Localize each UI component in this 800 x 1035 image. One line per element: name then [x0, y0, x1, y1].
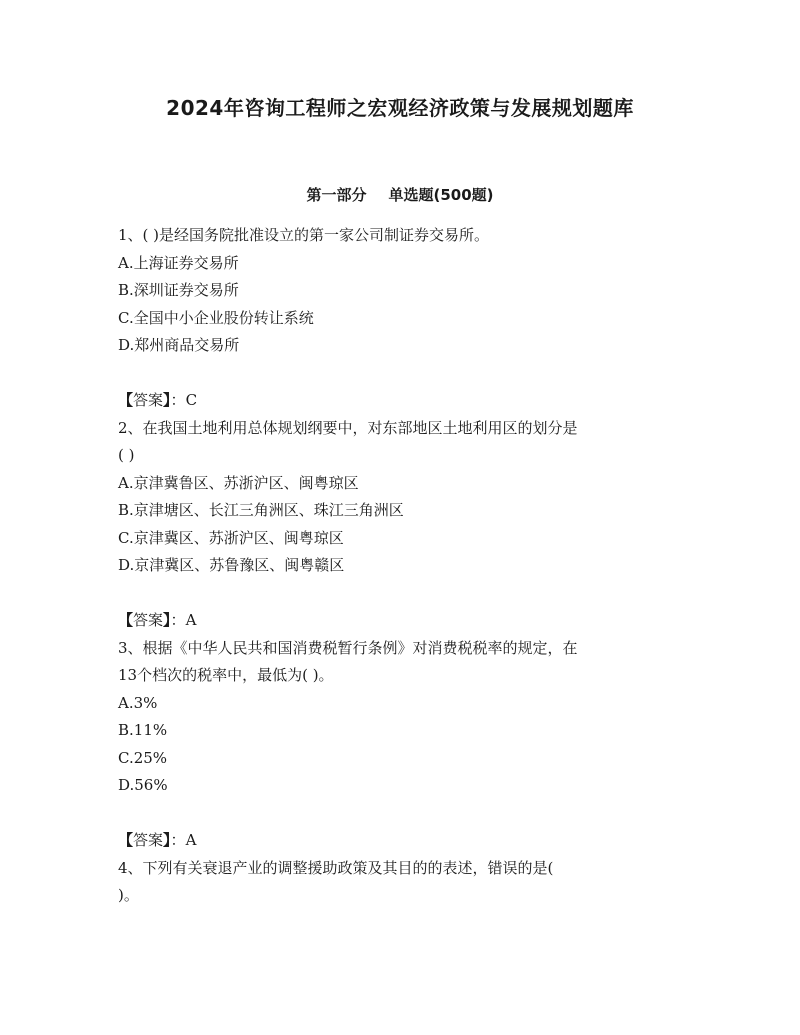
section-heading: [0, 184, 800, 205]
option-d: D.郑州商品交易所: [118, 336, 240, 354]
question-stem: 1、( )是经国务院批准设立的第一家公司制证券交易所。: [118, 226, 490, 244]
question-stem: 4、下列有关衰退产业的调整援助政策及其目的的表述，错误的是(: [118, 858, 554, 877]
option-b: B.京津塘区、长江三角洲区、珠江三角洲区: [118, 501, 404, 519]
option-a: A.3%: [118, 693, 158, 712]
answer-label: 答案: [133, 831, 164, 849]
option-a: A.京津冀鲁区、苏浙沪区、闽粤琼区: [118, 473, 359, 492]
section-part: 第一部分: [306, 186, 367, 204]
answer-line: 【答案】：C: [118, 391, 198, 409]
option-d: D.京津冀区、苏鲁豫区、闽粤赣区: [118, 556, 345, 574]
answer-value: A: [185, 831, 197, 849]
question-stem-continued: ( ): [118, 446, 135, 464]
answer-label: 答案: [133, 391, 164, 409]
question-stem: 2、在我国土地利用总体规划纲要中，对东部地区土地利用区的划分是: [118, 418, 578, 437]
option-c: C.25%: [118, 748, 168, 767]
document-title: 2024年咨询工程师之宏观经济政策与发展规划题库: [166, 96, 634, 120]
answer-line: 【答案】：A: [118, 611, 197, 629]
section-name: 单选题(500题): [388, 186, 494, 204]
option-a: A.上海证券交易所: [118, 253, 239, 272]
question-stem-continued: 13个档次的税率中，最低为( )。: [118, 666, 334, 684]
option-c: C.京津冀区、苏浙沪区、闽粤琼区: [118, 528, 344, 547]
question-4: [118, 855, 678, 910]
answer-label: 答案: [133, 611, 164, 629]
question-list: [118, 222, 678, 910]
answer-line: 【答案】：A: [118, 831, 197, 849]
option-d: D.56%: [118, 776, 168, 794]
question-3: [118, 635, 678, 800]
question-2: [118, 415, 678, 580]
answer-value: A: [185, 611, 197, 629]
option-b: B.11%: [118, 721, 168, 739]
question-1: [118, 222, 678, 360]
option-c: C.全国中小企业股份转让系统: [118, 308, 314, 327]
question-stem-continued: )。: [118, 886, 139, 904]
answer-value: C: [185, 391, 198, 409]
question-stem: 3、根据《中华人民共和国消费税暂行条例》对消费税税率的规定，在: [118, 638, 578, 657]
option-b: B.深圳证券交易所: [118, 281, 239, 299]
